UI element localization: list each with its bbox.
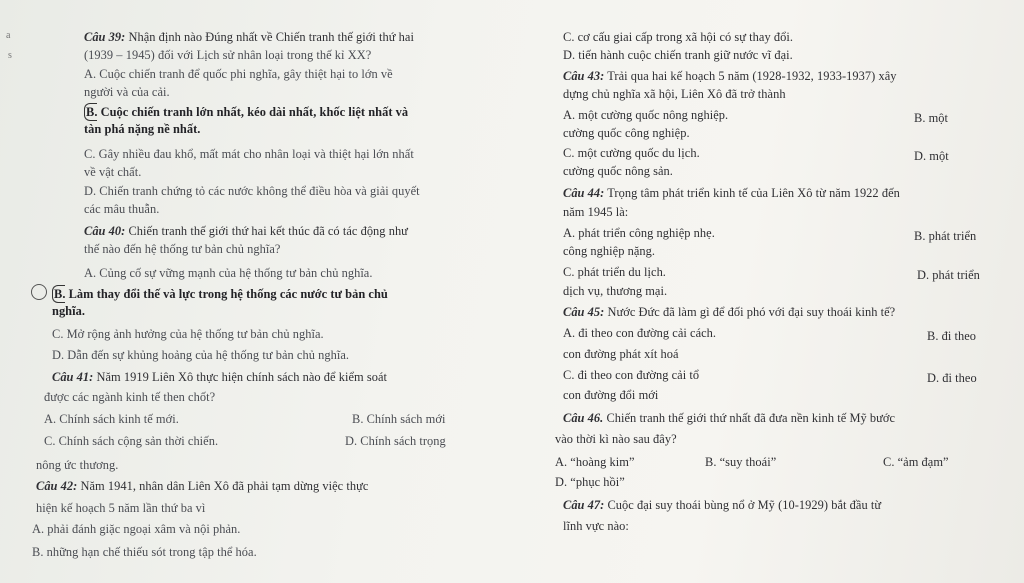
q45-stem: Câu 45: Nước Đức đã làm gì để đối phó với đại suy thoái kinh tế? xyxy=(563,305,896,319)
q43-option-a: A. một cường quốc nông nghiệp. xyxy=(563,108,729,122)
q45-option-a: A. đi theo con đường cải cách. xyxy=(563,326,717,340)
q41-stem-line1: Câu 41: Năm 1919 Liên Xô thực hiện chính sách nào để kiểm soát xyxy=(52,370,388,384)
q40-stem-line1: Câu 40: Chiến tranh thế giới thứ hai kết thúc đã có tác động như xyxy=(84,224,408,238)
q42-option-a: A. phải đánh giặc ngoại xâm và nội phản. xyxy=(32,522,241,536)
q43-stem-line1: Câu 43: Trải qua hai kế hoạch 5 năm (1928-1932, 1933-1937) xây xyxy=(563,69,897,83)
q44-option-a: A. phát triển công nghiệp nhẹ. xyxy=(563,226,715,240)
q45-option-b: B. đi theo xyxy=(927,329,977,343)
q44-option-b-cont: công nghiệp nặng. xyxy=(563,244,656,258)
q44-option-b: B. phát triển xyxy=(914,229,977,243)
q46-option-a: A. “hoàng kim” xyxy=(555,455,635,469)
margin-mark: a xyxy=(6,30,11,41)
q41-option-c: C. Chính sách cộng sản thời chiến. xyxy=(44,434,219,448)
q43-option-d: D. một xyxy=(914,149,949,163)
q40-stem-line2: thế nào đến hệ thống tư bản chủ nghĩa? xyxy=(84,242,281,256)
q39-option-d: D. Chiến tranh chứng tỏ các nước không thể điều hòa và giải quyết xyxy=(84,184,420,198)
q45-option-b-cont: con đường phát xít hoá xyxy=(563,347,679,361)
q39-stem-line1: Câu 39: Nhận định nào Đúng nhất về Chiến tranh thế giới thứ hai xyxy=(84,30,414,44)
q40-option-d: D. Dẫn đến sự khủng hoảng của hệ thống tư bản chủ nghĩa. xyxy=(52,348,350,362)
q43-option-b: B. một xyxy=(914,111,949,125)
q42-option-b: B. những hạn chế thiếu sót trong tập thể hóa. xyxy=(32,545,257,559)
q39-option-a-cont: người và của cải. xyxy=(84,85,170,99)
q43-stem-line2: dựng chủ nghĩa xã hội, Liên Xô đã trở thành xyxy=(563,87,786,101)
q39-option-b-cont: tàn phá nặng nề nhất. xyxy=(84,122,201,136)
margin-mark: s xyxy=(8,50,12,61)
q39-option-b: B. Cuộc chiến tranh lớn nhất, kéo dài nhất, khốc liệt nhất và xyxy=(86,105,409,119)
q41-option-a: A. Chính sách kinh tế mới. xyxy=(44,412,179,426)
q46-option-b: B. “suy thoái” xyxy=(705,455,777,469)
q40-option-c: C. Mở rộng ảnh hưởng của hệ thống tư bản chủ nghĩa. xyxy=(52,327,324,341)
q43-option-b-cont: cường quốc công nghiệp. xyxy=(563,126,690,140)
q42-stem-line2: hiện kế hoạch 5 năm lần thứ ba vì xyxy=(36,501,206,515)
q46-option-d: D. “phục hồi” xyxy=(555,475,625,489)
q39-option-c-cont: về vật chất. xyxy=(84,165,142,179)
q46-stem-line1: Câu 46. Chiến tranh thế giới thứ nhất đã đưa nền kinh tế Mỹ bước xyxy=(563,411,896,425)
q47-stem-line1: Câu 47: Cuộc đại suy thoái bùng nổ ở Mỹ (10-1929) bắt đầu từ xyxy=(563,498,882,512)
q44-option-d-cont: dịch vụ, thương mại. xyxy=(563,284,668,298)
q45-option-c: C. đi theo con đường cải tổ xyxy=(563,368,700,382)
q46-stem-line2: vào thời kì nào sau đây? xyxy=(555,432,677,446)
q45-option-d-cont: con đường đổi mới xyxy=(563,388,659,402)
q43-option-d-cont: cường quốc nông sản. xyxy=(563,164,673,178)
q41-option-d-cont: nông ức thương. xyxy=(36,458,119,472)
q42-stem-line1: Câu 42: Năm 1941, nhân dân Liên Xô đã phải tạm dừng việc thực xyxy=(36,479,369,493)
q41-option-d: D. Chính sách trọng xyxy=(345,434,446,448)
circled-mark xyxy=(31,284,47,300)
q41-stem-line2: được các ngành kinh tế then chốt? xyxy=(44,390,216,404)
q39-option-c-right: C. cơ cấu giai cấp trong xã hội có sự thay đổi. xyxy=(563,30,793,44)
q46-option-c: C. “ảm đạm” xyxy=(883,455,949,469)
q44-option-d: D. phát triển xyxy=(917,268,980,282)
q39-option-c: C. Gây nhiều đau khổ, mất mát cho nhân loại và thiệt hại lớn nhất xyxy=(84,147,414,161)
q41-option-b: B. Chính sách mới xyxy=(352,412,446,426)
q39-option-d-cont: các mâu thuẫn. xyxy=(84,202,160,216)
q44-stem-line2: năm 1945 là: xyxy=(563,205,629,219)
q40-option-a: A. Củng cố sự vững mạnh của hệ thống tư bản chủ nghĩa. xyxy=(84,266,373,280)
q40-option-b: B. Làm thay đổi thế và lực trong hệ thống các nước tư bản chủ xyxy=(54,287,388,301)
q44-option-c: C. phát triển du lịch. xyxy=(563,265,666,279)
q39-stem-line2: (1939 – 1945) đối với Lịch sử nhân loại trong thế kỉ XX? xyxy=(84,48,372,62)
q43-option-c: C. một cường quốc du lịch. xyxy=(563,146,700,160)
q39-option-d-right: D. tiến hành cuộc chiến tranh giữ nước vĩ đại. xyxy=(563,48,793,62)
q47-stem-line2: lĩnh vực nào: xyxy=(563,519,629,533)
q44-stem-line1: Câu 44: Trọng tâm phát triển kinh tế của Liên Xô từ năm 1922 đến xyxy=(563,186,900,200)
q39-option-a: A. Cuộc chiến tranh để quốc phi nghĩa, gây thiệt hại to lớn về xyxy=(84,67,393,81)
q45-option-d: D. đi theo xyxy=(927,371,977,385)
q40-option-b-cont: nghĩa. xyxy=(52,304,86,318)
